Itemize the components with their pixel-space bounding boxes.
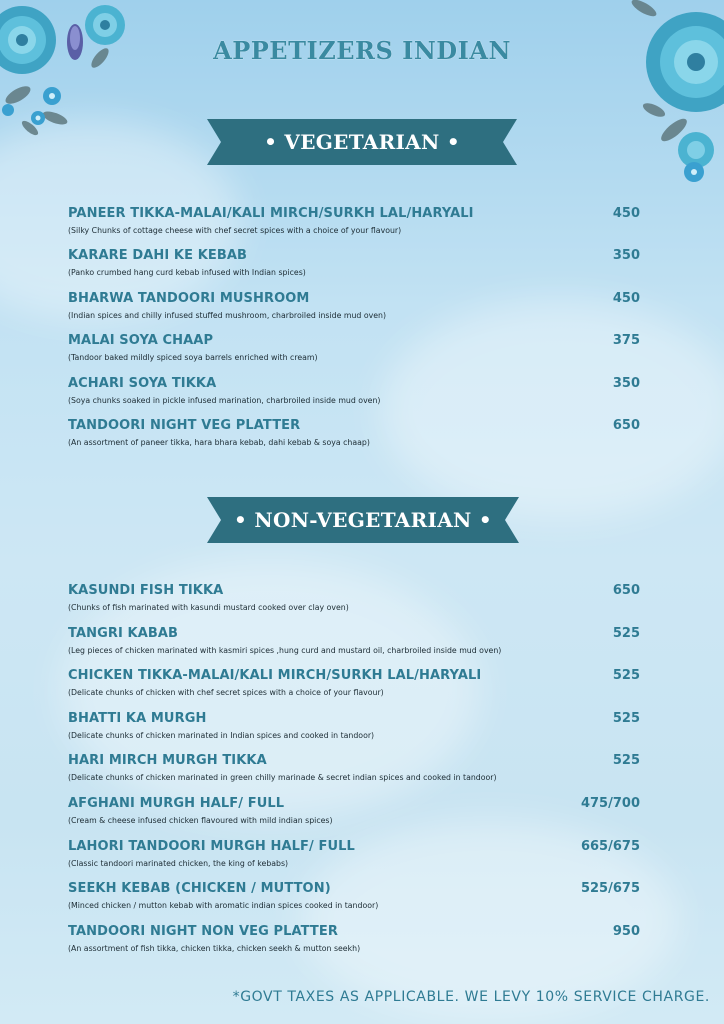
item-price: 650	[612, 583, 640, 598]
item-name: AFGHANI MURGH HALF/ FULL	[68, 796, 285, 811]
item-price: 350	[612, 248, 640, 263]
section-title: • VEGETARIAN •	[264, 130, 460, 154]
item-price: 525	[612, 668, 640, 683]
item-price: 450	[612, 291, 640, 306]
item-price: 525	[612, 626, 640, 641]
item-description: (Chunks of fish marinated with kasundi mustard cooked over clay oven)	[68, 603, 349, 612]
item-name: ACHARI SOYA TIKKA	[68, 376, 217, 391]
item-description: (Panko crumbed hang curd kebab infused with Indian spices)	[68, 268, 306, 277]
item-description: (Delicate chunks of chicken marinated in Indian spices and cooked in tandoor)	[68, 731, 375, 740]
item-description: (Cream & cheese infused chicken flavoured with mild indian spices)	[68, 816, 333, 825]
item-price: 525/675	[580, 881, 640, 896]
item-name: KASUNDI FISH TIKKA	[68, 583, 224, 598]
item-name: BHATTI KA MURGH	[68, 711, 207, 726]
item-name: MALAI SOYA CHAAP	[68, 333, 214, 348]
item-description: (Classic tandoori marinated chicken, the king of kebabs)	[68, 859, 289, 868]
item-price: 950	[612, 924, 640, 939]
item-name: SEEKH KEBAB (CHICKEN / MUTTON)	[68, 881, 331, 896]
section-title: • NON-VEGETARIAN •	[234, 508, 492, 532]
item-name: TANDOORI NIGHT VEG PLATTER	[68, 418, 301, 433]
tax-note: *GOVT TAXES AS APPLICABLE. WE LEVY 10% SERVICE CHARGE.	[232, 989, 710, 1005]
item-description: (Soya chunks soaked in pickle infused marination, charbroiled inside mud oven)	[68, 396, 381, 405]
item-price: 525	[612, 753, 640, 768]
item-name: BHARWA TANDOORI MUSHROOM	[68, 291, 310, 306]
item-description: (Leg pieces of chicken marinated with kasmiri spices ,hung curd and mustard oil, charbroiled inside mud oven)	[68, 646, 502, 655]
item-name: HARI MIRCH MURGH TIKKA	[68, 753, 267, 768]
section-banner-non-vegetarian	[207, 497, 519, 543]
item-name: TANDOORI NIGHT NON VEG PLATTER	[68, 924, 338, 939]
section-banner-vegetarian	[207, 119, 517, 165]
flower-decoration-right-icon	[624, 0, 724, 190]
item-description: (Silky Chunks of cottage cheese with chef secret spices with a choice of your flavour)	[68, 226, 402, 235]
item-price: 375	[612, 333, 640, 348]
item-price: 650	[612, 418, 640, 433]
item-name: LAHORI TANDOORI MURGH HALF/ FULL	[68, 839, 355, 854]
item-price: 475/700	[580, 796, 640, 811]
item-name: KARARE DAHI KE KEBAB	[68, 248, 248, 263]
item-name: CHICKEN TIKKA-MALAI/KALI MIRCH/SURKH LAL/HARYALI	[68, 668, 482, 683]
flower-decoration-left-icon	[0, 0, 150, 150]
item-price: 350	[612, 376, 640, 391]
page-title: APPETIZERS INDIAN	[213, 36, 511, 65]
item-price: 450	[612, 206, 640, 221]
item-description: (Minced chicken / mutton kebab with aromatic indian spices cooked in tandoor)	[68, 901, 379, 910]
item-name: TANGRI KABAB	[68, 626, 179, 641]
cloud-texture	[380, 300, 724, 520]
item-description: (Tandoor baked mildly spiced soya barrels enriched with cream)	[68, 353, 318, 362]
item-description: (Delicate chunks of chicken with chef secret spices with a choice of your flavour)	[68, 688, 384, 697]
item-price: 665/675	[580, 839, 640, 854]
item-name: PANEER TIKKA-MALAI/KALI MIRCH/SURKH LAL/HARYALI	[68, 206, 474, 221]
item-description: (Indian spices and chilly infused stuffed mushroom, charbroiled inside mud oven)	[68, 311, 386, 320]
item-description: (An assortment of paneer tikka, hara bhara kebab, dahi kebab & soya chaap)	[68, 438, 370, 447]
item-price: 525	[612, 711, 640, 726]
item-description: (An assortment of fish tikka, chicken tikka, chicken seekh & mutton seekh)	[68, 944, 361, 953]
item-description: (Delicate chunks of chicken marinated in green chilly marinade & secret indian spices and cooked in tandoor)	[68, 773, 497, 782]
